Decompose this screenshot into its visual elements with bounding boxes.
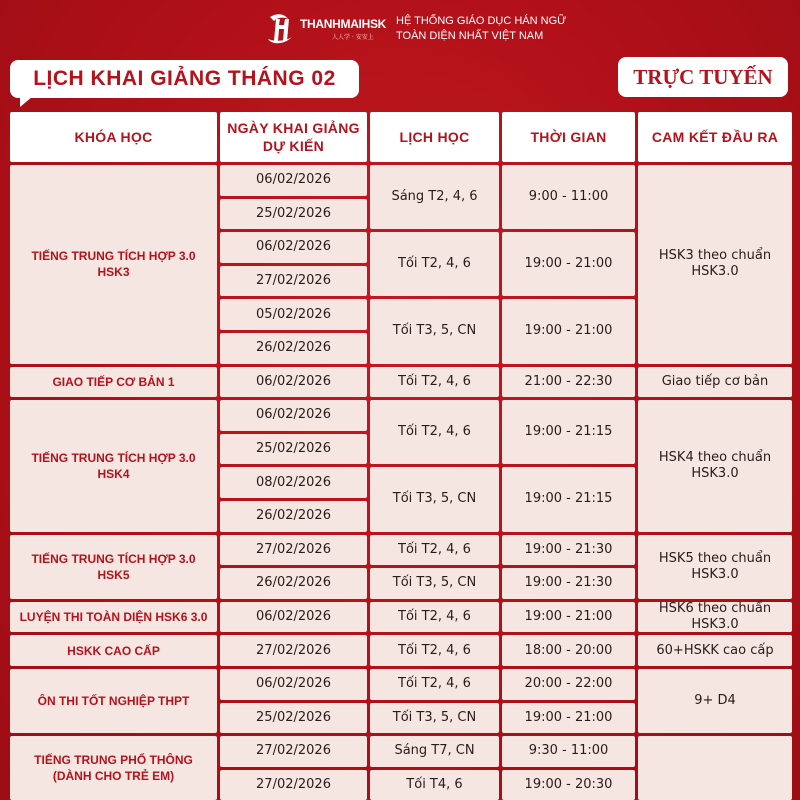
date-cell: 27/02/2026 [220, 770, 367, 800]
date-cell: 05/02/2026 [220, 299, 367, 330]
mode-label: TRỰC TUYẾN [633, 64, 773, 89]
brand-logo [262, 10, 567, 48]
schedule-cell: Tối T3, 5, CN [370, 703, 499, 734]
title-banner [10, 60, 359, 98]
date-cell: 06/02/2026 [220, 602, 367, 633]
time-cell: 19:00 - 21:15 [502, 400, 635, 464]
time-cell: 19:00 - 21:00 [502, 703, 635, 734]
brand-tagline-2: TOÀN DIỆN NHẤT VIỆT NAM [396, 30, 544, 42]
schedule-cell: Tối T4, 6 [370, 770, 499, 800]
header-schedule: LỊCH HỌC [370, 112, 499, 162]
schedule-cell: Tối T3, 5, CN [370, 467, 499, 531]
time-cell: 19:00 - 21:15 [502, 467, 635, 531]
schedule-cell: Sáng T7, CN [370, 736, 499, 767]
date-cell: 06/02/2026 [220, 367, 367, 398]
schedule-cell: Tối T2, 4, 6 [370, 635, 499, 666]
logo-mark-icon [262, 11, 298, 47]
course-name: TIẾNG TRUNG TÍCH HỢP 3.0 HSK3 [10, 165, 217, 364]
date-cell: 25/02/2026 [220, 199, 367, 230]
date-cell: 06/02/2026 [220, 232, 367, 263]
course-commit: 60+HSKK cao cấp [638, 635, 792, 666]
brand-sub: 人人学 · 安安上 [332, 34, 374, 41]
date-cell: 27/02/2026 [220, 535, 367, 566]
time-cell: 9:00 - 11:00 [502, 165, 635, 229]
schedule-cell: Tối T2, 4, 6 [370, 232, 499, 296]
time-cell: 19:00 - 21:00 [502, 602, 635, 633]
course-name: LUYỆN THI TOÀN DIỆN HSK6 3.0 [10, 602, 217, 633]
mode-badge [618, 57, 788, 97]
course-name: TIẾNG TRUNG TÍCH HỢP 3.0 HSK5 [10, 535, 217, 599]
time-cell: 19:00 - 21:30 [502, 568, 635, 599]
date-cell: 25/02/2026 [220, 703, 367, 734]
time-cell: 18:00 - 20:00 [502, 635, 635, 666]
speech-tail [20, 97, 32, 107]
date-cell: 27/02/2026 [220, 736, 367, 767]
schedule-cell: Sáng T2, 4, 6 [370, 165, 499, 229]
schedule-table [10, 112, 792, 800]
time-cell: 21:00 - 22:30 [502, 367, 635, 398]
page-title: LỊCH KHAI GIẢNG THÁNG 02 [33, 67, 336, 90]
time-cell: 19:00 - 21:30 [502, 535, 635, 566]
schedule-cell: Tối T2, 4, 6 [370, 367, 499, 398]
header-time: THỜI GIAN [502, 112, 635, 162]
course-commit: HSK5 theo chuẩn HSK3.0 [638, 535, 792, 599]
course-commit: HSK4 theo chuẩn HSK3.0 [638, 400, 792, 531]
course-commit: 9+ D4 [638, 669, 792, 733]
time-cell: 19:00 - 21:00 [502, 232, 635, 296]
date-cell: 06/02/2026 [220, 400, 367, 431]
date-cell: 25/02/2026 [220, 434, 367, 465]
course-name: TIẾNG TRUNG PHỔ THÔNG (DÀNH CHO TRẺ EM) [10, 736, 217, 800]
date-cell: 27/02/2026 [220, 635, 367, 666]
schedule-cell: Tối T2, 4, 6 [370, 535, 499, 566]
course-commit [638, 736, 792, 800]
date-cell: 26/02/2026 [220, 501, 367, 532]
course-name: HSKK CAO CẤP [10, 635, 217, 666]
date-cell: 27/02/2026 [220, 266, 367, 297]
date-cell: 06/02/2026 [220, 165, 367, 196]
header-commit: CAM KẾT ĐẦU RA [638, 112, 792, 162]
time-cell: 19:00 - 21:00 [502, 299, 635, 363]
schedule-cell: Tối T2, 4, 6 [370, 400, 499, 464]
time-cell: 20:00 - 22:00 [502, 669, 635, 700]
brand-name: THANHMAIHSK [300, 17, 387, 31]
date-cell: 08/02/2026 [220, 467, 367, 498]
time-cell: 19:00 - 20:30 [502, 770, 635, 800]
header-bar [0, 0, 800, 58]
course-name: GIAO TIẾP CƠ BẢN 1 [10, 367, 217, 398]
header-course: KHÓA HỌC [10, 112, 217, 162]
date-cell: 26/02/2026 [220, 568, 367, 599]
schedule-cell: Tối T2, 4, 6 [370, 602, 499, 633]
course-commit: Giao tiếp cơ bản [638, 367, 792, 398]
header-date: NGÀY KHAI GIẢNG DỰ KIẾN [220, 112, 367, 162]
course-name: TIẾNG TRUNG TÍCH HỢP 3.0 HSK4 [10, 400, 217, 531]
course-commit: HSK6 theo chuẩn HSK3.0 [638, 602, 792, 633]
schedule-cell: Tối T3, 5, CN [370, 568, 499, 599]
date-cell: 06/02/2026 [220, 669, 367, 700]
date-cell: 26/02/2026 [220, 333, 367, 364]
schedule-cell: Tối T2, 4, 6 [370, 669, 499, 700]
time-cell: 9:30 - 11:00 [502, 736, 635, 767]
course-commit: HSK3 theo chuẩn HSK3.0 [638, 165, 792, 364]
schedule-cell: Tối T3, 5, CN [370, 299, 499, 363]
brand-tagline-1: HỆ THỐNG GIÁO DỤC HÁN NGỮ [396, 15, 567, 27]
course-name: ÔN THI TỐT NGHIỆP THPT [10, 669, 217, 733]
